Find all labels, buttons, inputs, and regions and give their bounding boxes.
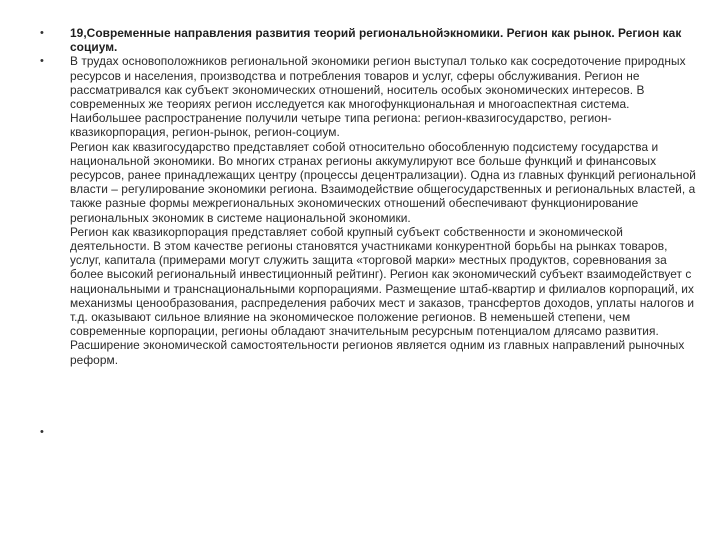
empty-bullet-icon: • <box>40 426 44 438</box>
paragraph-quasi-state: Регион как квазигосударство представляет собой относительно обособленную подсистему государства и национальной экономики. Во многих странах регионы аккумулируют все больше функций и финансовых ресурсов, ранее принадлежащих центру (процессы децентрализации). Одна из главных функций региональной власти – регулирование экономики региона. Взаимодействие общегосударственных и региональных властей, а также разные формы межрегиональных экономических отношений обеспечивают функционирование региональных экономик в системе национальной экономики. <box>70 139 696 225</box>
bullet-icon: • <box>40 55 44 68</box>
slide-title: 19,Современные направления развития теорий региональнойэкномики. Регион как рынок. Регион как социум. <box>70 26 682 55</box>
bullet-item-body <box>40 54 700 366</box>
bullet-icon: • <box>40 27 44 39</box>
paragraph-region-theories: В трудах основоположников региональной экономики регион выступал только как сосредоточение природных ресурсов и населения, производства и потребления товаров и услуг, сферы обслуживания. Регион не рассматривался как субъект экономических отношений, носитель особых экономических интересов. В современных же теориях регион исследуется как многофункциональная и многоаспектная система. Наибольшее распространение получили четыре типа региона: регион-квазигосударство, регион-квазикорпорация, регион-рынок, регион-социум. <box>70 54 686 140</box>
bullet-item-title <box>40 26 700 54</box>
paragraph-quasi-corporation: Регион как квазикорпорация представляет собой крупный субъект собственности и экономической деятельности. В этом качестве регионы становятся участниками конкурентной борьбы на рынках товаров, услуг, капитала (примерами могут служить защита «торговой марки» местных продуктов, соревнования за более высокий региональный инвестиционный рейтинг). Регион как экономический субъект взаимодействует с национальными и транснациональными корпорациями. Размещение штаб-квартир и филиалов корпораций, их механизмы ценообразования, распределения рабочих мест и заказов, трансфертов доходов, уплаты налогов и т.д. оказывают сильное влияние на экономическое положение регионов. В неменьшей степени, чем современные корпорации, регионы обладают значительным ресурсным потенциалом длясамо развития. Расширение экономической самостоятельности регионов является одним из главных направлений рыночных реформ. <box>70 224 695 367</box>
bullet-list <box>40 26 700 367</box>
